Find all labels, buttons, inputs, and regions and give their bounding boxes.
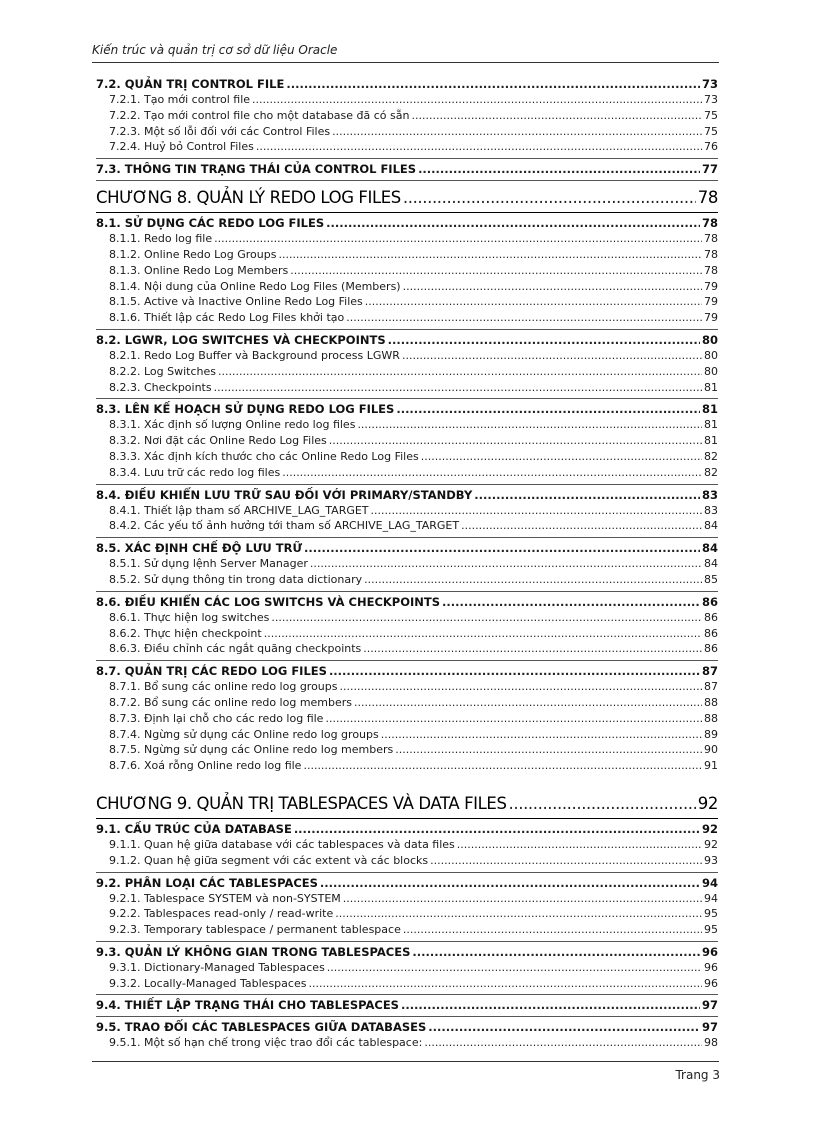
toc-entry-8-6-3[interactable] bbox=[96, 641, 718, 657]
toc-entry-7-2-3[interactable] bbox=[96, 124, 718, 140]
toc-entry-9-5-1[interactable] bbox=[96, 1035, 718, 1051]
toc-entry-label: 9.3.2. Locally-Managed Tablespaces bbox=[109, 976, 307, 990]
dot-leader bbox=[346, 310, 702, 326]
toc-page-number: 75 bbox=[704, 108, 718, 122]
toc-page-number: 73 bbox=[701, 77, 718, 91]
toc-entry-label: 9.2. PHÂN LOẠI CÁC TABLESPACES bbox=[96, 875, 318, 890]
toc-entry-label: 9.4. THIẾT LẬP TRẠNG THÁI CHO TABLESPACES bbox=[96, 998, 399, 1013]
toc-entry-label: 8.6. ĐIỀU KHIỂN CÁC LOG SWITCHS VÀ CHECKPOINTS bbox=[96, 594, 441, 609]
dot-leader bbox=[325, 711, 702, 727]
toc-entry-8-1-5[interactable] bbox=[96, 294, 718, 310]
dot-leader bbox=[395, 742, 702, 758]
toc-page-number: 76 bbox=[704, 140, 718, 154]
toc-page-number: 97 bbox=[701, 998, 718, 1013]
toc-page-number: 94 bbox=[704, 891, 718, 905]
toc-section-8-7[interactable] bbox=[96, 663, 718, 679]
toc-entry-label: 8.1. SỬ DỤNG CÁC REDO LOG FILES bbox=[96, 216, 325, 231]
toc-entry-label: 8.5. XÁC ĐỊNH CHẾ ĐỘ LƯU TRỮ bbox=[96, 541, 303, 556]
toc-entry-8-7-4[interactable] bbox=[96, 727, 718, 743]
header-rule bbox=[92, 62, 719, 63]
toc-entry-label: 8.5.1. Sử dụng lệnh Server Manager bbox=[109, 557, 308, 571]
toc-entry-label: 9.5.1. Một số hạn chế trong việc trao đổi các tablespace: bbox=[109, 1036, 423, 1050]
table-of-contents bbox=[96, 76, 718, 1051]
running-header: Kiến trúc và quản trị cơ sở dữ liệu Oracle bbox=[92, 43, 338, 57]
dot-leader bbox=[412, 944, 700, 960]
toc-entry-label: 9.3.1. Dictionary-Managed Tablespaces bbox=[109, 960, 325, 974]
toc-entry-8-1-1[interactable] bbox=[96, 231, 718, 247]
toc-entry-label: 9.1. CẤU TRÚC CỦA DATABASE bbox=[96, 821, 292, 836]
dot-leader bbox=[403, 922, 702, 938]
toc-entry-label: 7.2.2. Tạo mới control file cho một database đã có sẵn bbox=[109, 108, 410, 122]
dot-leader bbox=[357, 417, 702, 433]
toc-entry-label: 8.7. QUẢN TRỊ CÁC REDO LOG FILES bbox=[96, 664, 327, 679]
toc-entry-8-2-2[interactable] bbox=[96, 364, 718, 380]
dot-leader bbox=[388, 332, 700, 348]
toc-entry-9-2-3[interactable] bbox=[96, 922, 718, 938]
section-divider bbox=[96, 180, 718, 181]
dot-leader bbox=[303, 758, 702, 774]
toc-entry-label: 7.2.1. Tạo mới control file bbox=[109, 93, 251, 106]
toc-page-number: 98 bbox=[704, 1036, 718, 1050]
toc-entry-9-2-1[interactable] bbox=[96, 891, 718, 907]
toc-entry-label: 8.7.5. Ngừng sử dụng các Online redo log members bbox=[109, 743, 394, 757]
dot-leader bbox=[403, 279, 702, 295]
toc-entry-label: 8.1.4. Nội dung của Online Redo Log Files (Members) bbox=[109, 279, 401, 293]
toc-entry-9-2-2[interactable] bbox=[96, 906, 718, 922]
toc-entry-7-2-4[interactable] bbox=[96, 139, 718, 155]
toc-page-number: 78 bbox=[701, 216, 718, 231]
chapter-divider bbox=[96, 212, 718, 213]
toc-entry-label: 9.2.3. Temporary tablespace / permanent tablespace bbox=[109, 923, 401, 937]
toc-page-number: 84 bbox=[701, 541, 718, 556]
toc-page-number: 84 bbox=[704, 519, 718, 533]
toc-page-number: 82 bbox=[704, 449, 718, 463]
dot-leader bbox=[461, 518, 702, 534]
toc-entry-9-1-1[interactable] bbox=[96, 837, 718, 853]
toc-entry-9-3-1[interactable] bbox=[96, 960, 718, 976]
dot-leader bbox=[271, 610, 702, 626]
toc-entry-label: 8.3.4. Lưu trữ các redo log files bbox=[109, 465, 281, 479]
toc-page-number: 95 bbox=[704, 907, 718, 921]
toc-entry-label: 8.4.2. Các yếu tố ảnh hưởng tới tham số ARCHIVE_LAG_TARGET bbox=[109, 519, 460, 533]
toc-entry-8-2-1[interactable] bbox=[96, 348, 718, 364]
toc-page-number: 94 bbox=[701, 875, 718, 890]
toc-page-number: 80 bbox=[701, 332, 718, 347]
section-divider bbox=[96, 158, 718, 159]
dot-leader bbox=[335, 906, 702, 922]
toc-page-number: 93 bbox=[704, 853, 718, 867]
toc-entry-label: 8.2.2. Log Switches bbox=[109, 364, 216, 378]
toc-entry-label: 8.1.6. Thiết lập các Redo Log Files khởi tạo bbox=[109, 311, 345, 325]
section-divider bbox=[96, 1016, 718, 1017]
toc-page-number: 92 bbox=[704, 837, 718, 851]
toc-entry-8-1-4[interactable] bbox=[96, 279, 718, 295]
toc-entry-8-6-1[interactable] bbox=[96, 610, 718, 626]
toc-entry-label: 8.7.3. Định lại chỗ cho các redo log file bbox=[109, 711, 324, 725]
toc-entry-8-7-6[interactable] bbox=[96, 758, 718, 774]
section-divider bbox=[96, 537, 718, 538]
toc-page-number: 96 bbox=[704, 960, 718, 974]
toc-page-number: 84 bbox=[704, 557, 718, 571]
dot-leader bbox=[294, 821, 700, 837]
toc-entry-label: 7.3. THÔNG TIN TRẠNG THÁI CỦA CONTROL FILES bbox=[96, 162, 417, 177]
dot-leader bbox=[442, 594, 700, 610]
section-divider bbox=[96, 484, 718, 485]
dot-leader bbox=[354, 695, 702, 711]
section-divider bbox=[96, 660, 718, 661]
toc-entry-8-3-1[interactable] bbox=[96, 417, 718, 433]
toc-page-number: 92 bbox=[697, 793, 718, 813]
toc-entry-label: 7.2.3. Một số lỗi đối với các Control Files bbox=[109, 124, 331, 138]
toc-page-number: 83 bbox=[701, 487, 718, 502]
toc-page-number: 81 bbox=[701, 402, 718, 417]
toc-entry-label: 8.6.3. Điều chỉnh các ngắt quãng checkpoints bbox=[109, 642, 362, 656]
toc-entry-label: 8.7.4. Ngừng sử dụng các Online redo log groups bbox=[109, 727, 379, 741]
dot-leader bbox=[327, 960, 702, 976]
toc-page-number: 80 bbox=[704, 364, 718, 378]
toc-entry-8-7-3[interactable] bbox=[96, 711, 718, 727]
dot-leader bbox=[365, 294, 702, 310]
toc-entry-label: 9.2.1. Tablespace SYSTEM và non-SYSTEM bbox=[109, 891, 341, 905]
toc-page-number: 77 bbox=[701, 162, 718, 177]
dot-leader bbox=[381, 727, 702, 743]
toc-page-number: 95 bbox=[704, 923, 718, 937]
dot-leader bbox=[430, 853, 702, 869]
toc-page-number: 78 bbox=[704, 232, 718, 246]
dot-leader bbox=[308, 976, 702, 992]
toc-section-8-3[interactable] bbox=[96, 401, 718, 417]
toc-entry-label: 9.2.2. Tablespaces read-only / read-write bbox=[109, 907, 334, 921]
dot-leader bbox=[252, 92, 702, 108]
toc-entry-label: 8.2. LGWR, LOG SWITCHES VÀ CHECKPOINTS bbox=[96, 332, 386, 347]
chapter-divider bbox=[96, 818, 718, 819]
toc-page-number: 79 bbox=[704, 279, 718, 293]
toc-section-9-4[interactable] bbox=[96, 997, 718, 1013]
toc-page-number: 81 bbox=[704, 380, 718, 394]
dot-leader bbox=[343, 891, 702, 907]
toc-page-number: 78 bbox=[704, 263, 718, 277]
toc-section-7-2[interactable] bbox=[96, 76, 718, 92]
footer-rule bbox=[92, 1061, 719, 1062]
toc-page-number: 87 bbox=[704, 680, 718, 694]
dot-leader bbox=[401, 997, 700, 1013]
dot-leader bbox=[396, 401, 700, 417]
toc-page-number: 96 bbox=[704, 976, 718, 990]
toc-entry-8-6-2[interactable] bbox=[96, 626, 718, 642]
dot-leader bbox=[310, 556, 702, 572]
dot-leader bbox=[214, 380, 702, 396]
dot-leader bbox=[457, 837, 702, 853]
toc-entry-8-3-2[interactable] bbox=[96, 433, 718, 449]
toc-entry-8-1-2[interactable] bbox=[96, 247, 718, 263]
dot-leader bbox=[418, 161, 700, 177]
toc-entry-8-5-2[interactable] bbox=[96, 572, 718, 588]
toc-entry-7-2-2[interactable] bbox=[96, 108, 718, 124]
section-divider bbox=[96, 994, 718, 995]
dot-leader bbox=[256, 139, 702, 155]
dot-leader bbox=[214, 231, 702, 247]
dot-leader bbox=[286, 76, 700, 92]
toc-chapter-8[interactable] bbox=[96, 185, 718, 211]
toc-entry-8-1-3[interactable] bbox=[96, 263, 718, 279]
dot-leader bbox=[428, 1019, 700, 1035]
dot-leader bbox=[424, 1035, 702, 1051]
section-divider bbox=[96, 591, 718, 592]
toc-chapter-9[interactable] bbox=[96, 791, 718, 817]
dot-leader bbox=[264, 626, 702, 642]
dot-leader bbox=[364, 572, 702, 588]
toc-page-number: 96 bbox=[701, 944, 718, 959]
toc-page-number: 86 bbox=[701, 594, 718, 609]
toc-entry-label: 9.1.2. Quan hệ giữa segment với các extent và các blocks bbox=[109, 853, 429, 867]
dot-leader bbox=[304, 540, 700, 556]
toc-page-number: 78 bbox=[697, 188, 718, 208]
toc-entry-label: CHƯƠNG 8. QUẢN LÝ REDO LOG FILES bbox=[96, 188, 401, 208]
dot-leader bbox=[290, 263, 702, 279]
toc-entry-label: 8.4.1. Thiết lập tham số ARCHIVE_LAG_TARGET bbox=[109, 503, 369, 517]
toc-entry-label: 8.3. LÊN KẾ HOẠCH SỬ DỤNG REDO LOG FILES bbox=[96, 402, 395, 417]
toc-entry-label: 8.1.5. Active và Inactive Online Redo Log Files bbox=[109, 295, 363, 309]
toc-page-number: 91 bbox=[704, 759, 718, 773]
toc-page-number: 85 bbox=[704, 572, 718, 586]
toc-entry-label: 8.2.1. Redo Log Buffer và Background process LGWR bbox=[109, 348, 400, 362]
toc-entry-8-7-5[interactable] bbox=[96, 742, 718, 758]
toc-section-8-2[interactable] bbox=[96, 332, 718, 348]
toc-entry-label: 7.2. QUẢN TRỊ CONTROL FILE bbox=[96, 77, 285, 91]
toc-page-number: 86 bbox=[704, 642, 718, 656]
toc-section-9-2[interactable] bbox=[96, 875, 718, 891]
dot-leader bbox=[332, 124, 702, 140]
toc-entry-label: 9.1.1. Quan hệ giữa database với các tablespaces và data files bbox=[109, 837, 455, 851]
dot-leader bbox=[329, 433, 702, 449]
toc-entry-9-1-2[interactable] bbox=[96, 853, 718, 869]
toc-entry-label: 8.1.2. Online Redo Log Groups bbox=[109, 247, 277, 261]
dot-leader bbox=[403, 185, 696, 211]
toc-entry-label: 8.7.1. Bổ sung các online redo log groups bbox=[109, 680, 338, 694]
toc-section-7-3[interactable] bbox=[96, 161, 718, 177]
page-number: Trang 3 bbox=[675, 1068, 720, 1082]
toc-entry-label: 9.3. QUẢN LÝ KHÔNG GIAN TRONG TABLESPACES bbox=[96, 944, 411, 959]
toc-page-number: 86 bbox=[704, 626, 718, 640]
toc-entry-8-5-1[interactable] bbox=[96, 556, 718, 572]
toc-page-number: 78 bbox=[704, 247, 718, 261]
toc-entry-label: 8.6.1. Thực hiện log switches bbox=[109, 610, 270, 624]
toc-page-number: 83 bbox=[704, 503, 718, 517]
toc-entry-label: 8.6.2. Thực hiện checkpoint bbox=[109, 626, 262, 640]
dot-leader bbox=[326, 215, 700, 231]
toc-entry-label: 7.2.4. Huỷ bỏ Control Files bbox=[109, 140, 254, 154]
toc-entry-label: CHƯƠNG 9. QUẢN TRỊ TABLESPACES VÀ DATA FILES bbox=[96, 793, 507, 813]
toc-page-number: 75 bbox=[704, 124, 718, 138]
toc-page-number: 88 bbox=[704, 695, 718, 709]
dot-leader bbox=[509, 791, 696, 817]
toc-page-number: 81 bbox=[704, 434, 718, 448]
toc-entry-8-2-3[interactable] bbox=[96, 380, 718, 396]
toc-page-number: 90 bbox=[704, 743, 718, 757]
toc-entry-label: 9.5. TRAO ĐỔI CÁC TABLESPACES GIỮA DATABASES bbox=[96, 1020, 427, 1035]
dot-leader bbox=[421, 449, 702, 465]
toc-entry-8-3-4[interactable] bbox=[96, 465, 718, 481]
toc-entry-8-4-2[interactable] bbox=[96, 518, 718, 534]
section-divider bbox=[96, 398, 718, 399]
dot-leader bbox=[402, 348, 702, 364]
dot-leader bbox=[282, 465, 702, 481]
toc-entry-label: 8.4. ĐIỀU KHIỂN LƯU TRỮ SAU ĐỐI VỚI PRIMARY/STANDBY bbox=[96, 487, 473, 502]
toc-section-9-1[interactable] bbox=[96, 821, 718, 837]
toc-entry-label: 8.1.3. Online Redo Log Members bbox=[109, 263, 289, 277]
toc-page-number: 79 bbox=[704, 311, 718, 325]
section-divider bbox=[96, 872, 718, 873]
toc-entry-label: 8.3.3. Xác định kích thước cho các Online Redo Log Files bbox=[109, 449, 419, 463]
toc-entry-label: 8.3.1. Xác định số lượng Online redo log files bbox=[109, 418, 356, 432]
dot-leader bbox=[218, 364, 702, 380]
toc-entry-label: 8.1.1. Redo log file bbox=[109, 232, 213, 246]
toc-section-8-4[interactable] bbox=[96, 487, 718, 503]
dot-leader bbox=[278, 247, 702, 263]
toc-entry-8-1-6[interactable] bbox=[96, 310, 718, 326]
toc-section-8-1[interactable] bbox=[96, 215, 718, 231]
toc-entry-label: 8.5.2. Sử dụng thông tin trong data dictionary bbox=[109, 572, 363, 586]
toc-entry-label: 8.7.6. Xoá rỗng Online redo log file bbox=[109, 759, 302, 773]
toc-entry-label: 8.3.2. Nơi đặt các Online Redo Log Files bbox=[109, 434, 327, 448]
toc-page-number: 81 bbox=[704, 418, 718, 432]
toc-page-number: 86 bbox=[704, 610, 718, 624]
toc-entry-8-7-1[interactable] bbox=[96, 679, 718, 695]
toc-page-number: 92 bbox=[701, 821, 718, 836]
toc-section-8-5[interactable] bbox=[96, 540, 718, 556]
toc-page-number: 80 bbox=[704, 348, 718, 362]
dot-leader bbox=[411, 108, 702, 124]
dot-leader bbox=[371, 503, 702, 519]
toc-page-number: 89 bbox=[704, 727, 718, 741]
toc-entry-7-2-1[interactable] bbox=[96, 92, 718, 108]
toc-section-9-5[interactable] bbox=[96, 1019, 718, 1035]
toc-entry-label: 8.7.2. Bổ sung các online redo log members bbox=[109, 695, 353, 709]
dot-leader bbox=[340, 679, 703, 695]
toc-section-8-6[interactable] bbox=[96, 594, 718, 610]
toc-entry-8-4-1[interactable] bbox=[96, 503, 718, 519]
toc-page-number: 79 bbox=[704, 295, 718, 309]
section-divider bbox=[96, 329, 718, 330]
toc-entry-8-7-2[interactable] bbox=[96, 695, 718, 711]
section-divider bbox=[96, 941, 718, 942]
toc-entry-label: 8.2.3. Checkpoints bbox=[109, 380, 212, 394]
toc-page-number: 97 bbox=[701, 1020, 718, 1035]
dot-leader bbox=[474, 487, 700, 503]
dot-leader bbox=[363, 641, 702, 657]
dot-leader bbox=[320, 875, 700, 891]
toc-entry-9-3-2[interactable] bbox=[96, 976, 718, 992]
toc-entry-8-3-3[interactable] bbox=[96, 449, 718, 465]
dot-leader bbox=[329, 663, 700, 679]
toc-section-9-3[interactable] bbox=[96, 944, 718, 960]
toc-page-number: 88 bbox=[704, 711, 718, 725]
toc-page-number: 82 bbox=[704, 465, 718, 479]
toc-page-number: 87 bbox=[701, 664, 718, 679]
toc-page-number: 73 bbox=[704, 93, 718, 106]
